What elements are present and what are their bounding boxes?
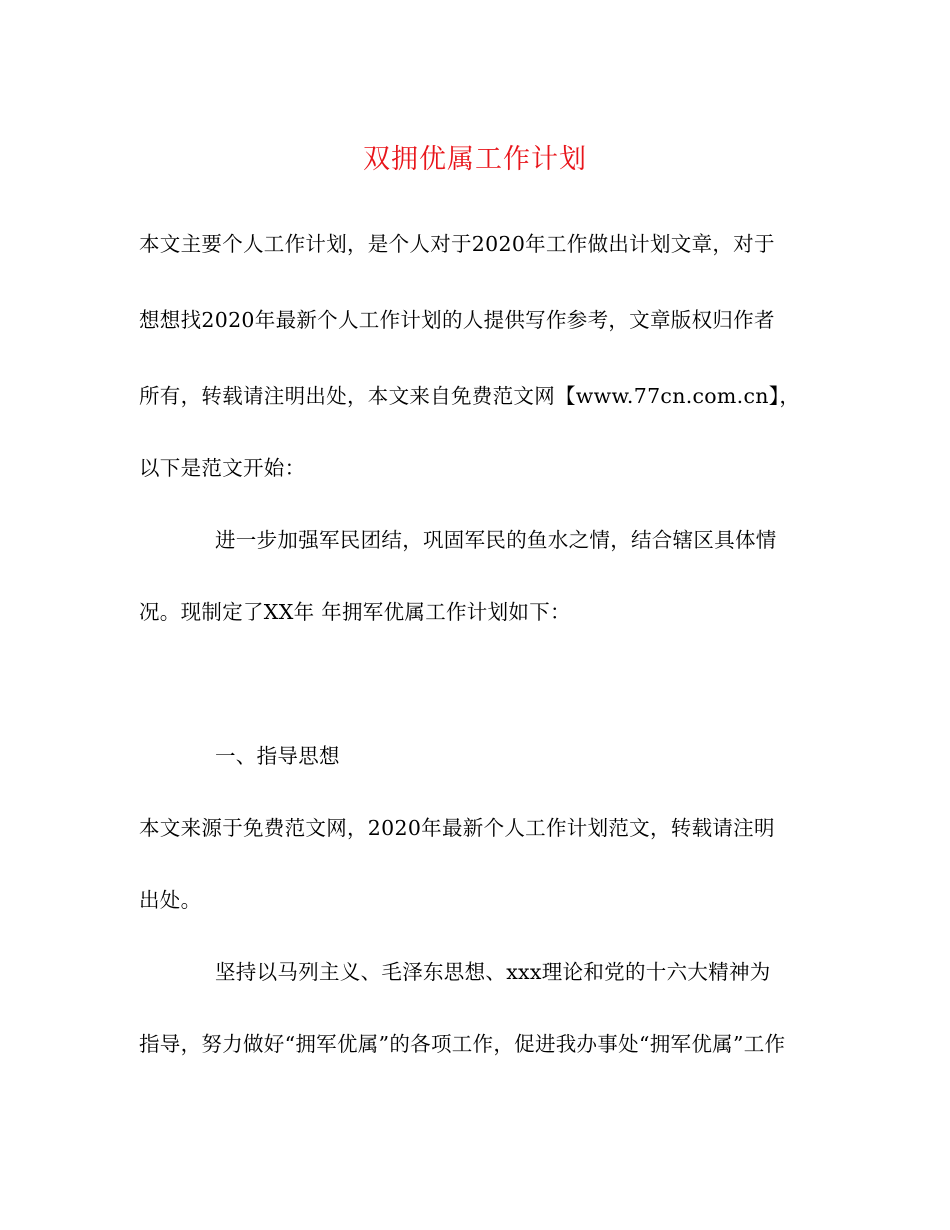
paragraph-line-11: 指导，努力做好“拥军优属”的各项工作，促进我办事处“拥军优属”工作 [139, 1032, 786, 1056]
paragraph-line-1: 本文主要个人工作计划，是个人对于2020年工作做出计划文章，对于 [139, 232, 775, 256]
document-title: 双拥优属工作计划 [363, 144, 587, 175]
paragraph-line-9: 出处。 [139, 888, 202, 912]
paragraph-line-4: 以下是范文开始： [139, 456, 306, 480]
paragraph-line-2: 想想找2020年最新个人工作计划的人提供写作参考，文章版权归作者 [139, 308, 775, 332]
paragraph-line-10: 坚持以马列主义、毛泽东思想、xxx理论和党的十六大精神为 [215, 960, 771, 984]
paragraph-line-5: 进一步加强军民团结，巩固军民的鱼水之情，结合辖区具体情 [215, 528, 777, 552]
paragraph-line-3: 所有，转载请注明出处，本文来自免费范文网【www.77cn.com.cn】， [139, 384, 801, 408]
paragraph-line-6: 况。现制定了XX年 年拥军优属工作计划如下： [139, 600, 571, 624]
paragraph-line-8: 本文来源于免费范文网，2020年最新个人工作计划范文，转载请注明 [139, 816, 775, 840]
section-heading-guiding-thought: 一、指导思想 [215, 744, 340, 768]
